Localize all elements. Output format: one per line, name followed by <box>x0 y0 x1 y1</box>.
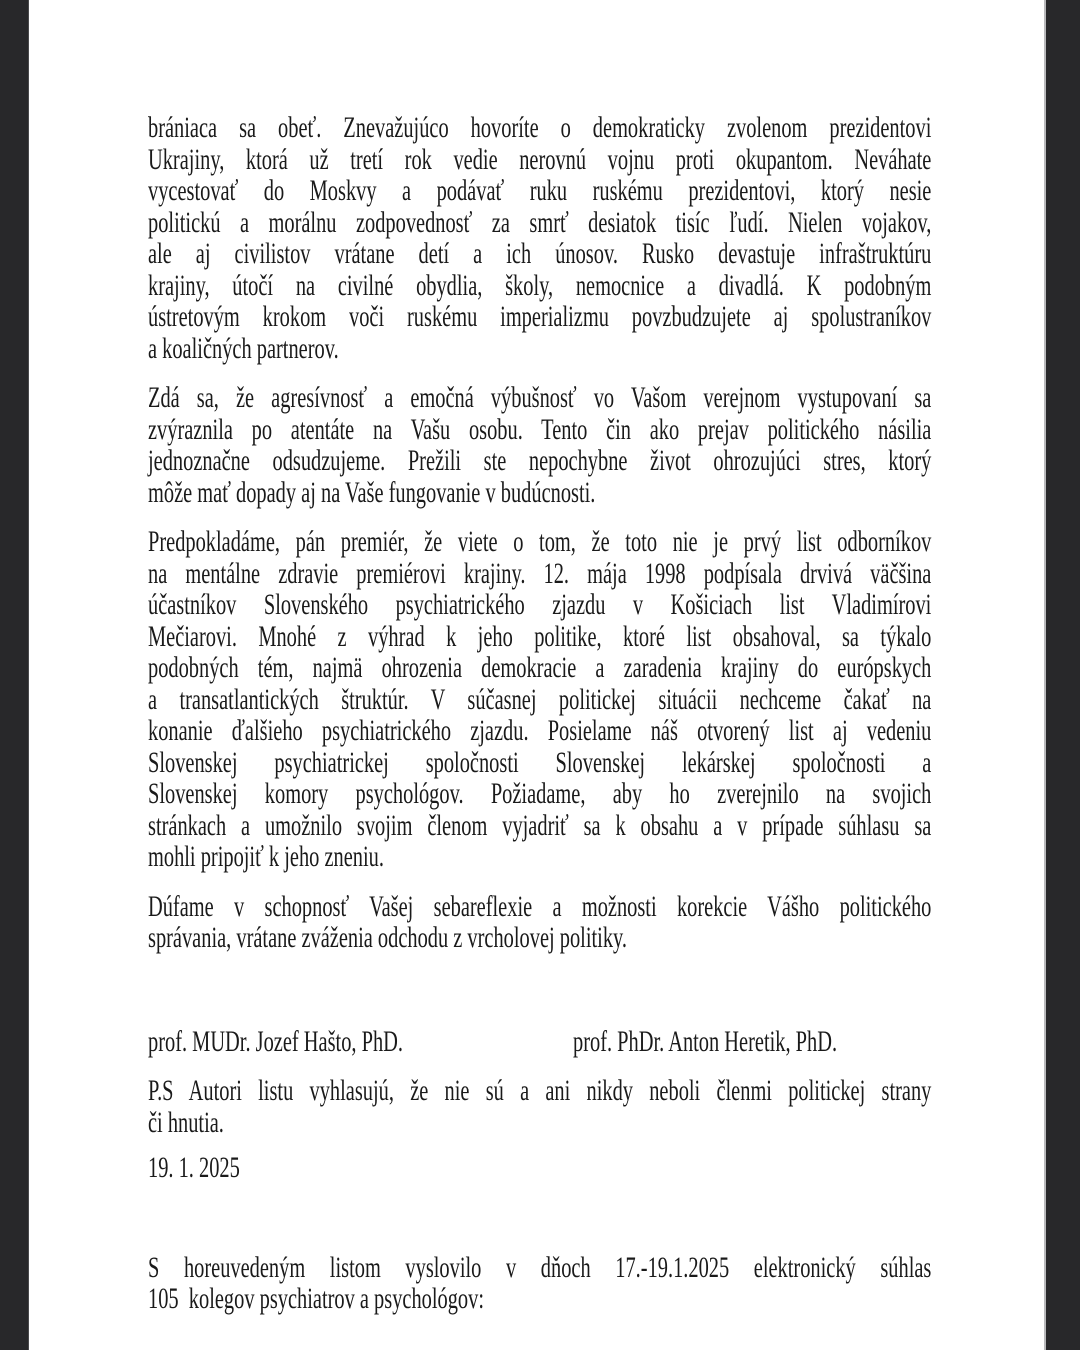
left-letterbox-bar <box>0 0 29 1350</box>
closing-paragraph <box>148 1252 931 1315</box>
text-line: a koaličných partnerov. <box>148 331 339 365</box>
signature-left: prof. MUDr. Jozef Hašto, PhD. <box>148 1024 403 1058</box>
text-line: Slovenskej komory psychológov. Požiadame, aby ho zverejnilo na svojich <box>148 777 932 810</box>
paragraph-1998-letter <box>148 526 931 873</box>
text-line: ale aj civilistov vrátane detí a ich únosov. Rusko devastuje infraštruktúru <box>148 237 932 270</box>
paragraph-ukraine-war <box>148 112 931 364</box>
signature-line <box>148 1026 931 1058</box>
text-line: P.S Autori listu vyhlasujú, že nie sú a ani nikdy neboli členmi politickej strany <box>148 1074 932 1107</box>
text-line: krajiny, útočí na civilné obydlia, školy, nemocnice a divadlá. K podobným <box>148 268 932 302</box>
text-line: konanie ďalšieho psychiatrického zjazdu. Posielame náš otvorený list aj vedeniu <box>148 714 932 747</box>
text-line: a transatlantických štruktúr. V súčasnej politickej situácii nechceme čakať na <box>148 682 932 716</box>
text-line: brániaca sa obeť. Znevažujúco hovoríte o demokraticky zvolenom prezidentovi <box>148 111 932 144</box>
text-line: zvýraznila po atentáte na Vašu osobu. Tento čin ako prejav politického násilia <box>148 412 932 446</box>
signature-row <box>148 1026 931 1058</box>
date-block <box>148 1152 931 1184</box>
text-line: Mečiarovi. Mnohé z výhrad k jeho politike, ktoré list obsahoval, sa týkalo <box>148 619 932 653</box>
text-line: Predpokladáme, pán premiér, že viete o tom, že toto nie je prvý list odborníkov <box>148 525 932 558</box>
text-line: ústretovým krokom voči ruskému imperializmu povzbudzujete aj spolustraníkov <box>148 300 932 333</box>
text-line: či hnutia. <box>148 1105 224 1139</box>
text-line: podobných tém, najmä ohrozenia demokracie a zaradenia krajiny do európskych <box>148 651 932 684</box>
signature-right: prof. PhDr. Anton Heretik, PhD. <box>573 1024 838 1058</box>
text-line: môže mať dopady aj na Vaše fungovanie v budúcnosti. <box>148 475 596 509</box>
text-line: 105 kolegov psychiatrov a psychológov: <box>148 1282 484 1315</box>
right-letterbox-bar <box>1044 0 1080 1350</box>
text-line: Ukrajiny, ktorá už tretí rok vedie nerovnú vojnu proti okupantom. Neváhate <box>148 142 932 176</box>
text-line: na mentálne zdravie premiérovi krajiny. 12. mája 1998 podpísala drvivá väčšina <box>148 556 932 590</box>
paragraph-hope-reflection <box>148 891 931 954</box>
paragraph-aggressiveness <box>148 382 931 508</box>
text-line: jednoznačne odsudzujeme. Prežili ste nepochybne život ohrozujúci stres, ktorý <box>148 444 932 477</box>
postscript <box>148 1075 931 1138</box>
text-line: Dúfame v schopnosť Vašej sebareflexie a možnosti korekcie Vášho politického <box>148 889 932 923</box>
text-line: účastníkov Slovenského psychiatrického zjazdu v Košiciach list Vladimírovi <box>148 588 932 621</box>
text-line: Zdá sa, že agresívnosť a emočná výbušnosť vo Vašom verejnom vystupovaní sa <box>148 381 932 414</box>
text-line: stránkach a umožnilo svojim členom vyjadriť sa k obsahu a v prípade súhlasu sa <box>148 808 932 842</box>
text-line: Slovenskej psychiatrickej spoločnosti Slovenskej lekárskej spoločnosti a <box>148 745 932 779</box>
document-page <box>148 112 931 1315</box>
text-line: S horeuvedeným listom vyslovilo v dňoch 17.-19.1.2025 elektronický súhlas <box>148 1250 932 1284</box>
date-line: 19. 1. 2025 <box>148 1151 240 1184</box>
text-line: mohli pripojiť k jeho zneniu. <box>148 840 384 873</box>
text-line: správania, vrátane zváženia odchodu z vrcholovej politiky. <box>148 921 628 954</box>
text-line: vycestovať do Moskvy a podávať ruku ruskému prezidentovi, ktorý nesie <box>148 174 932 207</box>
text-line: politickú a morálnu zodpovednosť za smrť desiatok tisíc ľudí. Nielen vojakov, <box>148 205 932 239</box>
